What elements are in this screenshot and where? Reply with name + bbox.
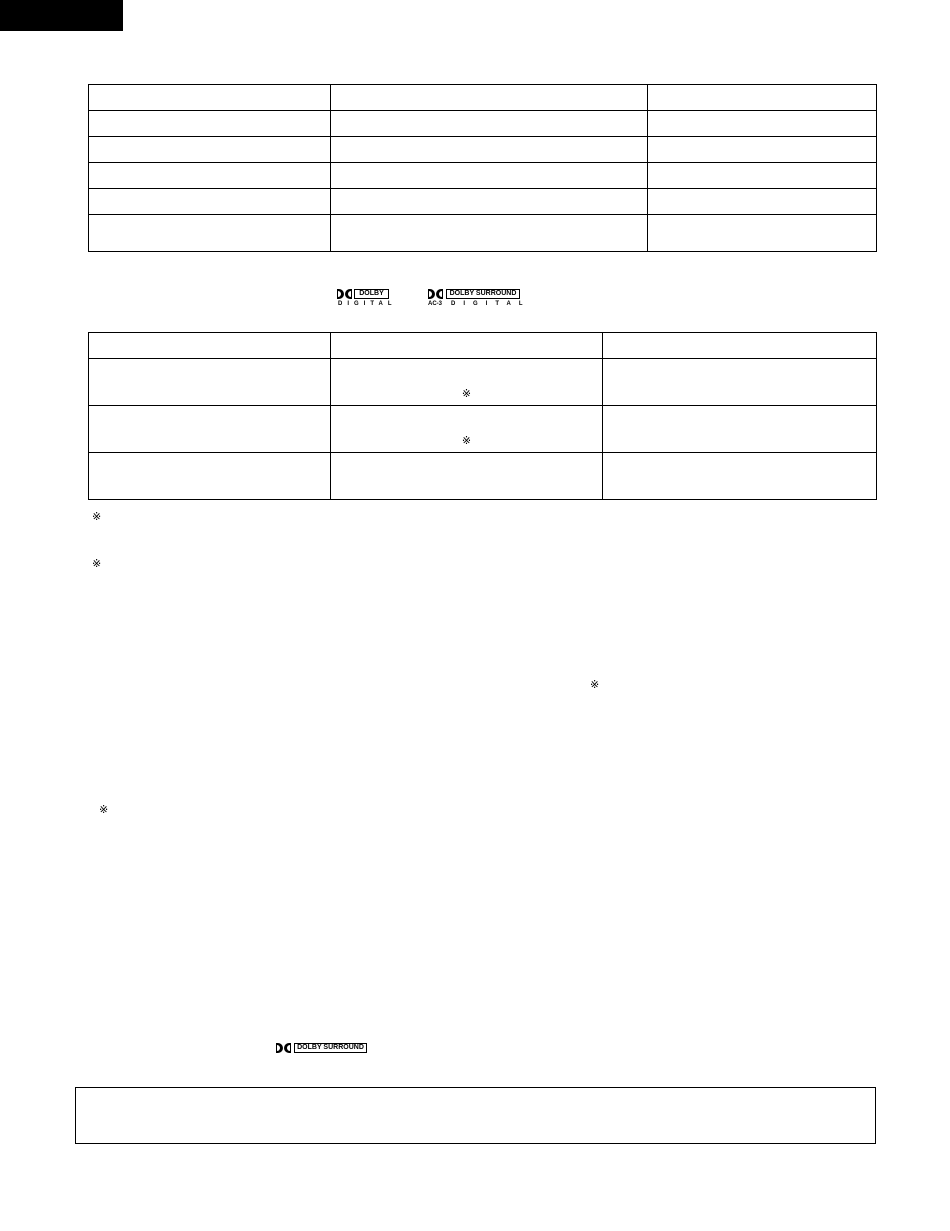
spec-table-1 — [88, 84, 877, 252]
table-cell — [603, 359, 877, 406]
table-cell — [648, 163, 877, 189]
table-cell — [89, 215, 331, 252]
table-cell — [331, 453, 603, 500]
dolby-double-d-icon-right — [436, 289, 443, 299]
dolby-digital-logo — [337, 289, 397, 307]
table-cell — [603, 406, 877, 453]
table-cell — [89, 453, 331, 500]
table-cell — [648, 215, 877, 252]
dolby-surround-logo — [276, 1043, 367, 1054]
table-cell — [331, 215, 648, 252]
logo-sub-text: DIGITAL — [338, 301, 397, 307]
logo-box-text: DOLBY SURROUND — [294, 1043, 367, 1053]
reference-mark: ※ — [461, 434, 472, 447]
reference-mark-cell — [331, 406, 603, 453]
table-row — [89, 453, 877, 500]
table-row — [89, 359, 877, 406]
dolby-double-d-icon-right — [284, 1043, 291, 1053]
dolby-double-d-icon-right — [345, 289, 352, 299]
dolby-surround-ac3-logo — [428, 289, 531, 307]
table-cell — [89, 137, 331, 163]
table-cell — [603, 453, 877, 500]
reference-mark: ※ — [461, 387, 472, 400]
footnote-mark-3: ※ — [99, 803, 109, 816]
table-cell — [89, 189, 331, 215]
table-cell — [648, 189, 877, 215]
spec-table-2 — [88, 332, 877, 500]
logo-box-text: DOLBY — [354, 289, 389, 299]
table-cell — [89, 85, 331, 111]
table-cell — [89, 163, 331, 189]
table-cell — [331, 189, 648, 215]
inline-reference-mark: ※ — [590, 678, 600, 691]
table-row — [89, 163, 877, 189]
table-row — [89, 189, 877, 215]
table-cell — [648, 111, 877, 137]
table-cell — [331, 85, 648, 111]
logo-sub-text: DIGITAL — [451, 301, 531, 307]
table-cell — [89, 333, 331, 359]
footnote-mark-2: ※ — [92, 557, 102, 570]
logo-side-text: AC-3 — [428, 301, 443, 307]
table-cell — [89, 359, 331, 406]
table-row — [89, 333, 877, 359]
table-row — [89, 137, 877, 163]
table-cell — [648, 137, 877, 163]
table-cell — [89, 111, 331, 137]
table-row — [89, 111, 877, 137]
table-row — [89, 85, 877, 111]
table-cell — [648, 85, 877, 111]
table-cell — [603, 333, 877, 359]
reference-mark-cell — [331, 359, 603, 406]
table-row — [89, 406, 877, 453]
footnote-mark-1: ※ — [92, 510, 102, 523]
corner-tab-block — [0, 0, 123, 31]
dolby-double-d-icon — [428, 289, 435, 299]
table-cell — [331, 111, 648, 137]
table-cell — [331, 163, 648, 189]
notice-box — [75, 1087, 876, 1144]
table-cell — [331, 333, 603, 359]
dolby-double-d-icon — [337, 289, 344, 299]
table-cell — [331, 137, 648, 163]
table-cell — [89, 406, 331, 453]
logo-box-text: DOLBY SURROUND — [446, 289, 520, 299]
table-row — [89, 215, 877, 252]
dolby-double-d-icon — [276, 1043, 283, 1053]
